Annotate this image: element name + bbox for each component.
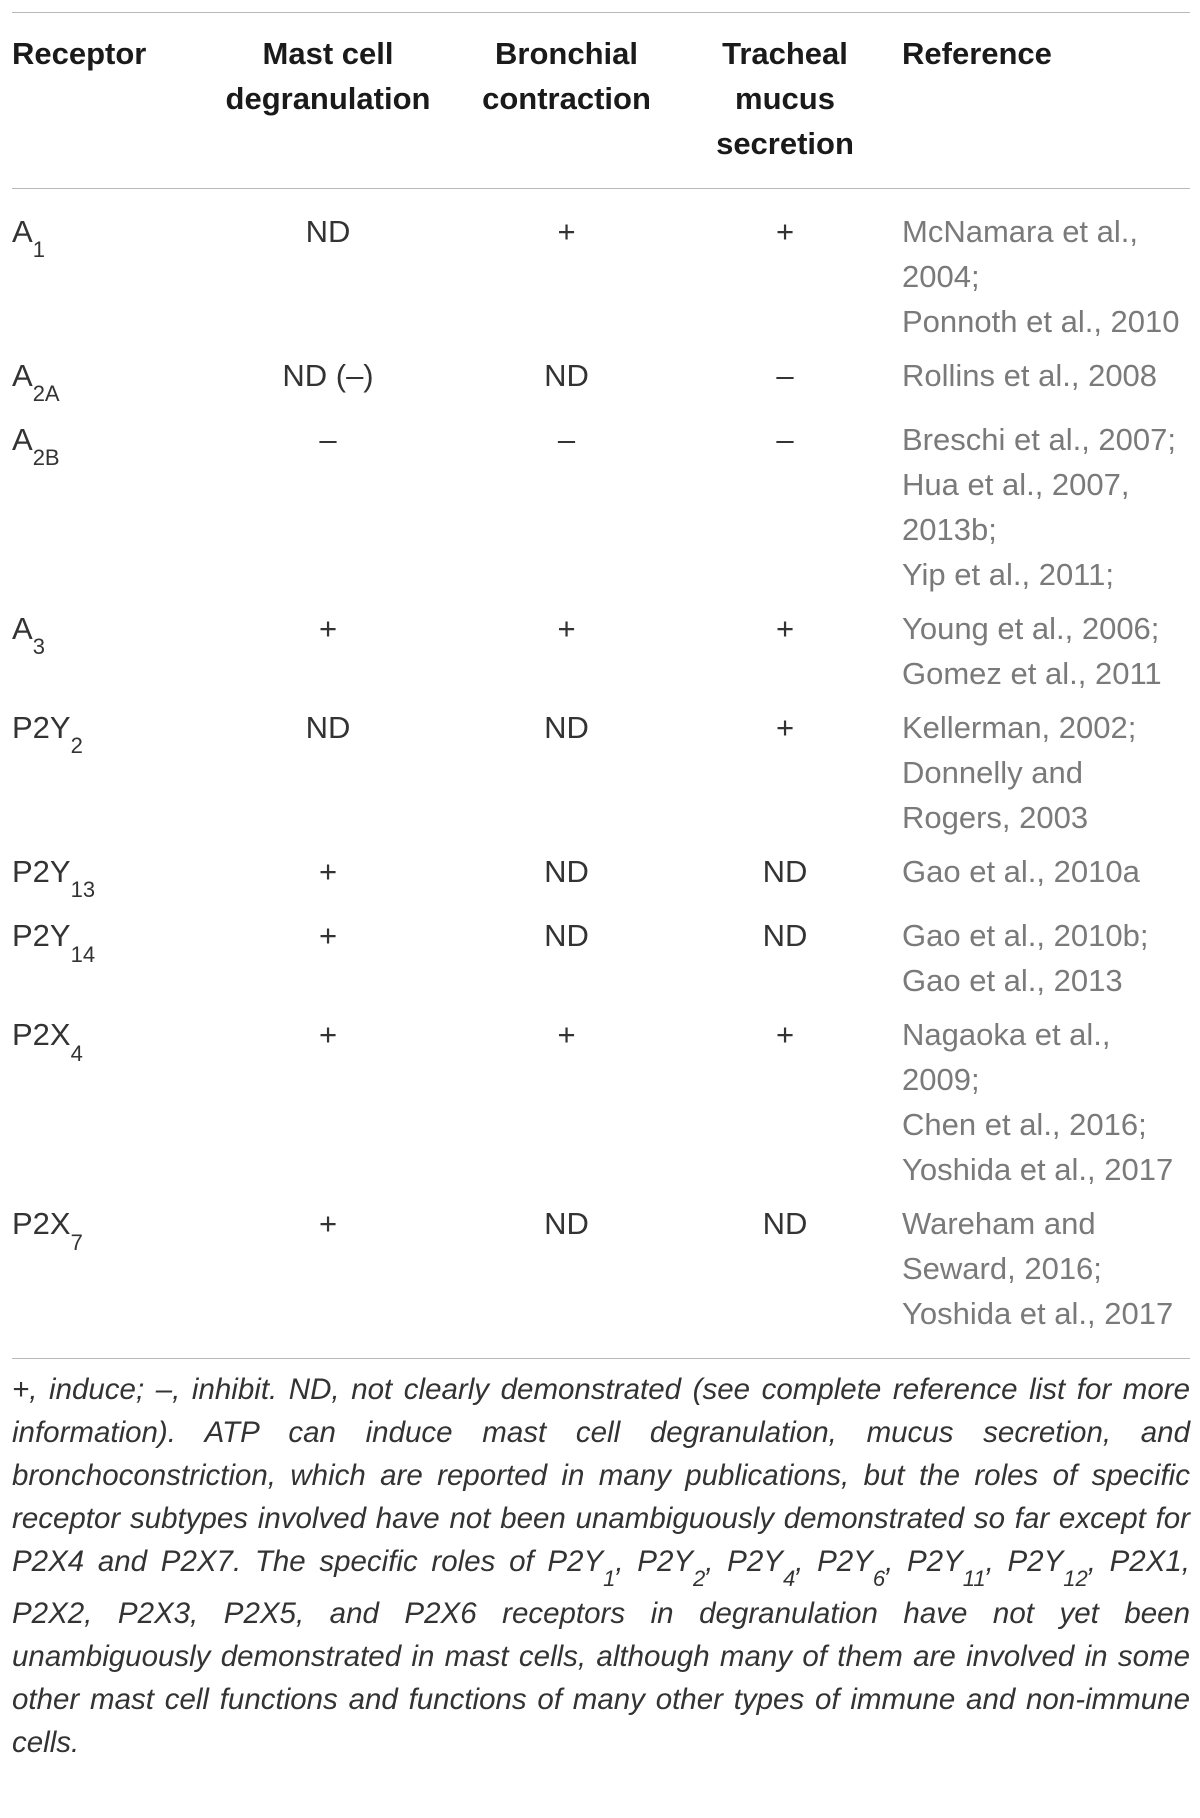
cell-bronchial-contraction: +: [557, 611, 576, 647]
cell-tracheal-mucus-secretion: –: [776, 422, 794, 458]
cell-mast-cell-degranulation: +: [318, 918, 338, 954]
cell-mast-cell-degranulation: +: [318, 611, 338, 647]
cell-receptor: $P2X_7$: [12, 1206, 83, 1255]
cell-bronchial-contraction: ND: [544, 918, 589, 954]
reference-entry: Hua et al., 2007, 2013b;: [902, 467, 1130, 548]
reference-entry: Wareham and Seward, 2016;: [902, 1206, 1102, 1287]
header-receptor: Receptor: [12, 36, 147, 71]
reference-entry: Donnelly and Rogers, 2003: [902, 755, 1089, 836]
cell-receptor: $A_{2B}$: [12, 422, 60, 471]
reference-entry: Yip et al., 2011;: [902, 557, 1114, 593]
cell-reference: [881, 849, 1190, 913]
header-row: [12, 13, 1190, 188]
cell-tracheal-mucus-secretion: –: [776, 358, 794, 393]
table-row: [12, 1201, 1190, 1358]
table-body: [12, 189, 1190, 1358]
cell-receptor: $P2Y_{13}$: [12, 854, 96, 903]
reference-entry: Breschi et al., 2007;: [902, 422, 1176, 458]
cell-tracheal-mucus-secretion: ND: [762, 1206, 808, 1242]
reference-entry: Gao et al., 2010a: [902, 854, 1140, 890]
cell-receptor: $A_3$: [12, 611, 45, 660]
reference-entry: Kellerman, 2002;: [902, 710, 1137, 746]
cell-tracheal-mucus-secretion: ND: [762, 854, 808, 890]
cell-receptor: $A_1$: [12, 214, 45, 263]
table-row: [12, 417, 1190, 606]
reference-entry: Gao et al., 2010b;: [902, 918, 1149, 954]
cell-tracheal-mucus-secretion: +: [775, 214, 795, 249]
cell-tracheal-mucus-secretion: +: [775, 1017, 795, 1053]
cell-bronchial-contraction: ND: [544, 358, 589, 393]
cell-reference: [881, 705, 1190, 849]
cell-reference: [881, 1012, 1190, 1201]
reference-entry: Gao et al., 2013: [902, 963, 1123, 999]
cell-reference: [881, 606, 1190, 705]
cell-bronchial-contraction: ND: [544, 1206, 589, 1242]
table-row: [12, 606, 1190, 705]
cell-tracheal-mucus-secretion: ND: [762, 918, 808, 954]
header-mast-cell-degranulation: Mast cell degranulation: [225, 36, 431, 116]
cell-mast-cell-degranulation: ND: [305, 214, 351, 249]
reference-entry: McNamara et al., 2004;: [902, 214, 1139, 294]
cell-bronchial-contraction: ND: [544, 854, 589, 890]
reference-entry: Young et al., 2006;: [902, 611, 1160, 647]
cell-receptor: $P2X_4$: [12, 1017, 83, 1066]
cell-bronchial-contraction: –: [557, 422, 576, 458]
cell-mast-cell-degranulation: ND: [305, 710, 351, 746]
cell-receptor: $P2Y_{14}$: [12, 918, 96, 967]
cell-tracheal-mucus-secretion: +: [775, 611, 795, 647]
table-row: [12, 1012, 1190, 1201]
reference-entry: Yoshida et al., 2017: [902, 1296, 1174, 1332]
cell-mast-cell-degranulation: +: [318, 1017, 338, 1053]
cell-reference: [881, 1201, 1190, 1358]
cell-reference: [881, 353, 1190, 417]
cell-mast-cell-degranulation: +: [318, 854, 338, 890]
table-row: [12, 353, 1190, 417]
cell-tracheal-mucus-secretion: +: [775, 710, 795, 746]
reference-entry: Rollins et al., 2008: [902, 358, 1158, 393]
table-footnote: +, induce; –, inhibit. ND, not clearly demonstrated (see complete reference list for more information). ATP can induce mast cell degranulation, mucus secretion, and bronchoconstriction, which are reported in many publications, but the roles of specific receptor subtypes involved have not been unambiguously demonstrated so far except for P2X4 and P2X7. The specific roles of $P2Y_1$, $P2Y_2$, $P2Y_4$, $P2Y_6$, $P2Y_{11}$, $P2Y_{12}$, P2X1, P2X2, P2X3, P2X5, and P2X6 receptors in degranulation have not yet been unambiguously demonstrated in mast cells, although many of them are involved in some other mast cell functions and functions of many other types of immune and non-immune cells.: [12, 1373, 1190, 1760]
receptor-table: [12, 13, 1190, 1358]
reference-entry: Yoshida et al., 2017: [902, 1152, 1174, 1188]
table-container: [12, 12, 1190, 1764]
reference-entry: Gomez et al., 2011: [902, 656, 1162, 692]
cell-mast-cell-degranulation: +: [318, 1206, 338, 1242]
cell-reference: [881, 189, 1190, 353]
table-row: [12, 849, 1190, 913]
cell-reference: [881, 417, 1190, 606]
cell-bronchial-contraction: ND: [544, 710, 589, 746]
reference-entry: Ponnoth et al., 2010: [902, 304, 1180, 339]
table-row: [12, 705, 1190, 849]
cell-receptor: $P2Y_2$: [12, 710, 83, 759]
header-tracheal-mucus-secretion: Tracheal mucus secretion: [716, 36, 854, 161]
reference-entry: Chen et al., 2016;: [902, 1107, 1147, 1143]
header-reference: Reference: [902, 36, 1052, 71]
cell-mast-cell-degranulation: ND (–): [282, 358, 374, 393]
header-bronchial-contraction: Bronchial contraction: [482, 36, 651, 116]
cell-bronchial-contraction: +: [557, 214, 576, 249]
cell-mast-cell-degranulation: –: [319, 422, 337, 458]
table-row: [12, 913, 1190, 1012]
cell-reference: [881, 913, 1190, 1012]
cell-receptor: $A_{2A}$: [12, 358, 60, 407]
reference-entry: Nagaoka et al., 2009;: [902, 1017, 1111, 1098]
cell-bronchial-contraction: +: [557, 1017, 576, 1053]
table-row: [12, 189, 1190, 353]
